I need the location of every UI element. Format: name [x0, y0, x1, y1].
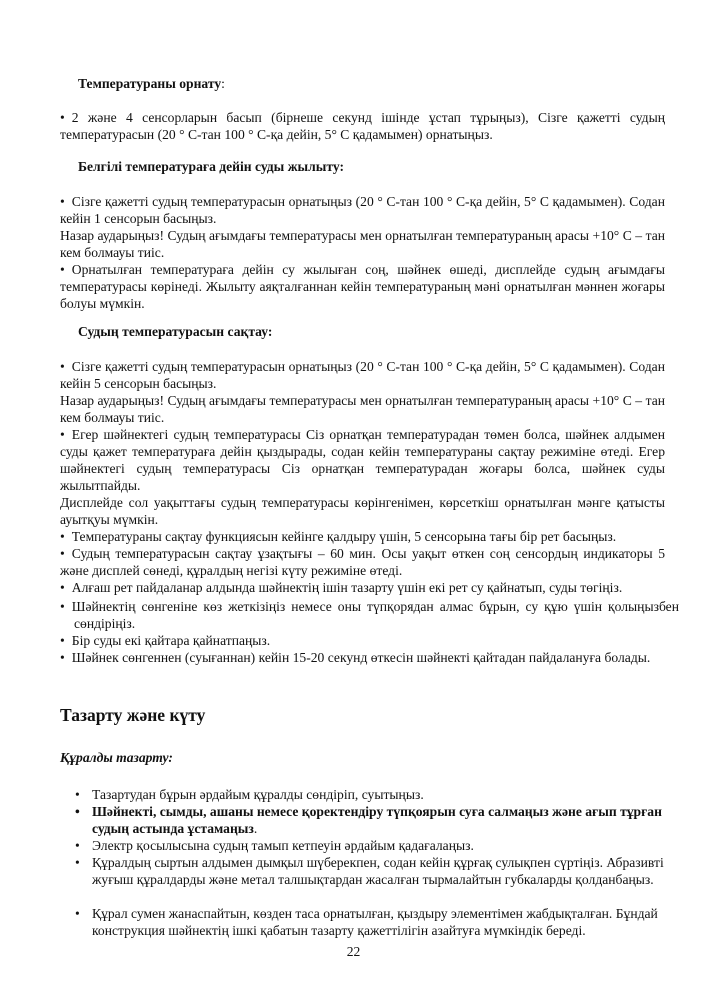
paragraph: • Бір суды екі қайтара қайнатпаңыз. [60, 632, 665, 649]
paragraph: • Орнатылған температураға дейін су жылыған соң, шәйнек өшеді, дисплейде судың ағымдағы температурасы көрінеді. Жылыту аяқталғаннан кейін температураның мәні орнатылған мәннен жоғары болуы мүмкін. [60, 261, 665, 312]
paragraph: • Сізге қажетті судың температурасын орнатыңыз (20 ° C-тан 100 ° C-қа дейін, 5° C қадамымен). Содан кейін 1 сенсорын басыңыз. [60, 193, 665, 227]
list-item: • Электр қосылысына судың тамып кетпеуін әрдайым қадағалаңыз. [92, 837, 667, 854]
paragraph: Дисплейде сол уақыттағы судың температурасы көрінгенімен, көрсеткіш орнатылған мәнге қатысты ауытқуы мүмкін. [60, 495, 665, 527]
paragraph: • Алғаш рет пайдаланар алдында шәйнектің ішін тазарту үшін екі рет су қайнатып, суды төгіңіз. [60, 579, 665, 596]
paragraph: • Судың температурасын сақтау ұзақтығы – 60 мин. Осы уақыт өткен соң сенсордың индикаторы 5 және дисплей сөнеді, құралдың негізі күту режиміне өтеді. [60, 545, 665, 579]
paragraph: Назар аударыңыз! Судың ағымдағы температурасы мен орнатылған температураның арасы +10° C – тан кем болмауы тиіс. [60, 228, 665, 260]
heading-set-temperature [78, 75, 683, 92]
paragraph: • Сізге қажетті судың температурасын орнатыңыз (20 ° C-тан 100 ° C-қа дейін, 5° C қадамымен). Содан кейін 5 сенсорын басыңыз. [60, 358, 665, 392]
heading-heat-to-temperature: Белгілі температураға дейін суды жылыту: [78, 159, 345, 174]
paragraph: • Шәйнек сөнгеннен (суығаннан) кейін 15-20 секунд өткесін шәйнекті қайтадан пайдалануға болады. [60, 649, 693, 666]
page-number: 22 [346, 944, 361, 959]
section-title-cleaning: Тазарту және күту [60, 705, 206, 725]
list-item: • Құралдың сыртын алдымен дымқыл шүберекпен, содан кейін құрғақ сулықпен сүртіңіз. Абразивті жуғыш құралдарды және метал талшықтардан жасалған тырмалайтын губкаларды қолданбаңыз. [92, 854, 667, 888]
paragraph: Назар аударыңыз! Судың ағымдағы температурасы мен орнатылған температураның арасы +10° C – тан кем болмауы тиіс. [60, 393, 665, 425]
list-item [92, 803, 667, 837]
subtitle-cleaning-device: Құралды тазарту: [60, 750, 173, 765]
list-item-text: Шәйнекті, сымды, ашаны немесе қоректендіру түпқоярын суға салмаңыз және ағып тұрған судың астында ұстамаңыз [92, 804, 662, 836]
list-item: • Құрал сумен жанаспайтын, көзден таса орнатылған, қыздыру элементімен жабдықталған. Бұндай конструкция шәйнектің ішкі қабатын тазарту қажеттілігін азайтуға мүмкіндік береді. [92, 905, 667, 939]
heading-text: Температураны орнату [78, 76, 222, 91]
paragraph: • Температураны сақтау функциясын кейінге қалдыру үшін, 5 сенсорына тағы бір рет басыңыз. [60, 528, 665, 545]
list-item-period: . [253, 821, 258, 836]
heading-colon: : [221, 76, 225, 91]
paragraph: • 2 және 4 сенсорларын басып (бірнеше секунд ішінде ұстап тұрыңыз), Сізге қажетті судың температурасын (20 ° C-тан 100 ° C-қа дейін, 5° C қадамымен) орнатыңыз. [60, 109, 665, 143]
paragraph: • Егер шәйнектегі судың температурасы Сіз орнатқан температурадан төмен болса, шәйнек алдымен суды қажет температураға дейін қыздырады, содан кейін температураны сақтау режиміне өтеді. Егер шәйнектегі судың температурасы Сіз орнатқан температурадан жоғары болса, шәйнек суды жылытпайды. [60, 426, 665, 494]
paragraph: • Шәйнектің сөнгеніне көз жеткізіңіз немесе оны түпқорядан алмас бұрын, су құю үшін қолыңызбен сөндіріңіз. [60, 598, 679, 632]
heading-keep-warm: Судың температурасын сақтау: [78, 324, 273, 339]
list-item: • Тазартудан бұрын әрдайым құралды сөндіріп, суытыңыз. [92, 786, 667, 803]
